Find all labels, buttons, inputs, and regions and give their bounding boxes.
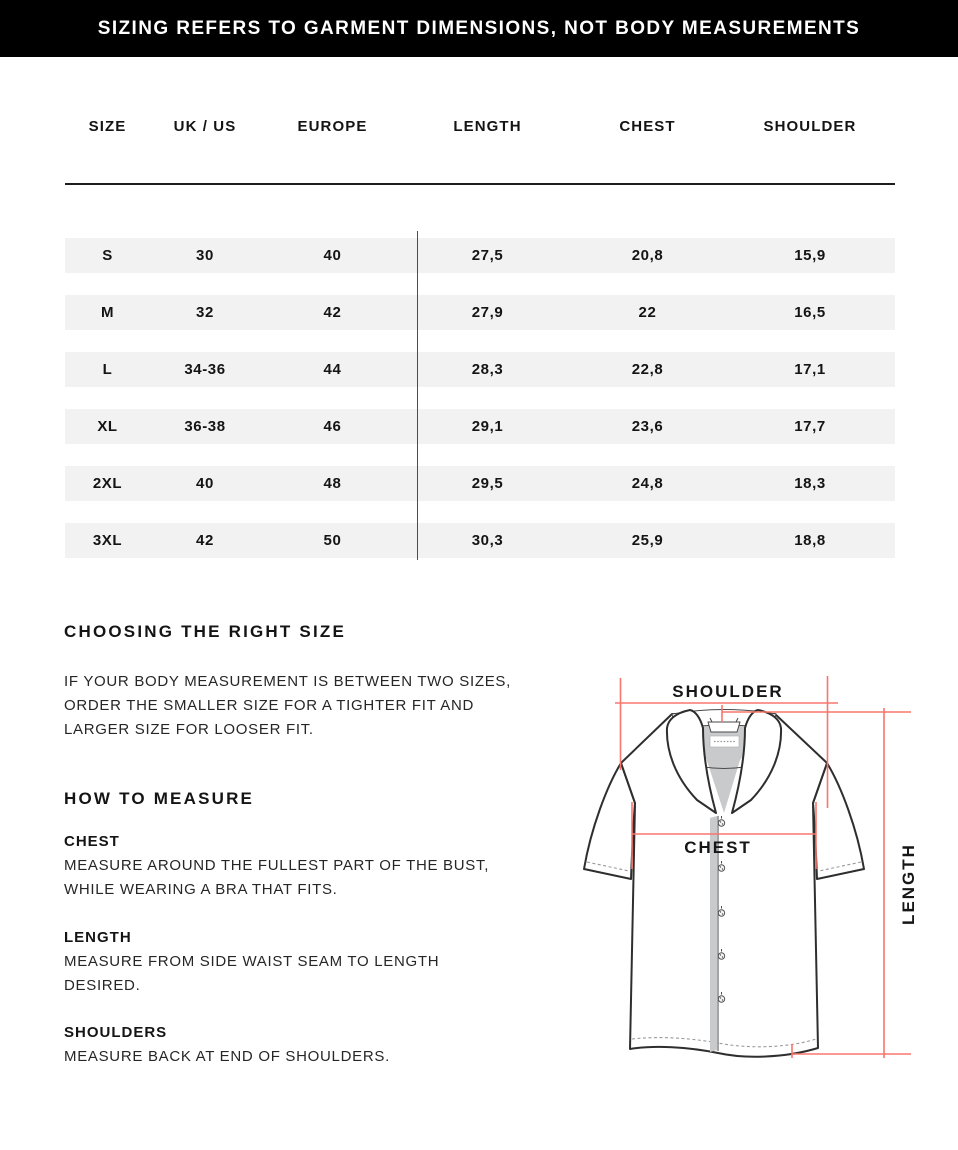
measure-title-length: LENGTH	[64, 929, 132, 946]
cell-length: 29,1	[471, 418, 504, 435]
cell-size: 3XL	[92, 532, 123, 549]
cell-size: XL	[97, 418, 118, 435]
cell-shoulder: 15,9	[794, 247, 826, 264]
diagram-label-chest: CHEST	[684, 838, 752, 857]
cell-length: 30,3	[471, 532, 504, 549]
cell-chest: 20,8	[631, 247, 664, 264]
column-header-europe: EUROPE	[297, 118, 368, 135]
table-header-rule	[65, 183, 895, 185]
table-vertical-divider	[417, 231, 418, 560]
paragraph-line: WHILE WEARING A BRA THAT FITS.	[64, 881, 338, 898]
cell-size: L	[102, 361, 113, 378]
cell-uk-us: 32	[196, 304, 214, 321]
size-table-body	[65, 238, 895, 580]
cell-chest: 23,6	[631, 418, 664, 435]
measure-section-chest	[64, 830, 489, 902]
cell-chest: 24,8	[631, 475, 664, 492]
cell-length: 29,5	[471, 475, 504, 492]
cell-length: 27,5	[471, 247, 504, 264]
table-row	[65, 238, 895, 273]
cell-uk-us: 36-38	[184, 418, 226, 435]
paragraph-line: IF YOUR BODY MEASUREMENT IS BETWEEN TWO SIZES,	[64, 673, 511, 690]
column-header-length: LENGTH	[453, 118, 522, 135]
banner-text: SIZING REFERS TO GARMENT DIMENSIONS, NOT BODY MEASUREMENTS	[97, 17, 861, 39]
cell-size: M	[100, 304, 115, 321]
cell-europe: 42	[323, 304, 342, 321]
shirt-illustration	[584, 710, 864, 1057]
choosing-size-heading: CHOOSING THE RIGHT SIZE	[64, 622, 347, 641]
choosing-size-paragraph	[64, 670, 511, 742]
cell-europe: 40	[323, 247, 342, 264]
cell-length: 27,9	[471, 304, 504, 321]
measure-title-shoulders: SHOULDERS	[64, 1024, 168, 1041]
measure-section-length	[64, 926, 439, 998]
paragraph-line: MEASURE FROM SIDE WAIST SEAM TO LENGTH	[64, 953, 440, 970]
paragraph-line: ORDER THE SMALLER SIZE FOR A TIGHTER FIT AND	[64, 697, 475, 714]
cell-chest: 22,8	[631, 361, 664, 378]
table-header-row	[65, 110, 895, 144]
paragraph-line: MEASURE BACK AT END OF SHOULDERS.	[64, 1048, 390, 1065]
cell-shoulder: 18,3	[794, 475, 826, 492]
cell-uk-us: 34-36	[184, 361, 226, 378]
measure-title-chest: CHEST	[64, 833, 120, 850]
diagram-label-length: LENGTH	[899, 843, 918, 925]
shirt-measurement-diagram	[555, 655, 958, 1090]
how-to-measure-heading: HOW TO MEASURE	[64, 789, 255, 808]
top-banner	[0, 0, 958, 57]
cell-uk-us: 30	[196, 247, 214, 264]
cell-chest: 22	[638, 304, 657, 321]
cell-shoulder: 17,7	[794, 418, 826, 435]
cell-shoulder: 16,5	[794, 304, 826, 321]
paragraph-line: DESIRED.	[64, 977, 141, 994]
table-row	[65, 466, 895, 501]
cell-shoulder: 17,1	[794, 361, 826, 378]
column-header-size: SIZE	[88, 118, 127, 135]
column-header-shoulder: SHOULDER	[763, 118, 857, 135]
table-row	[65, 352, 895, 387]
cell-europe: 44	[323, 361, 342, 378]
table-row	[65, 409, 895, 444]
diagram-label-shoulder: SHOULDER	[672, 682, 784, 701]
cell-chest: 25,9	[631, 532, 664, 549]
paragraph-line: MEASURE AROUND THE FULLEST PART OF THE BUST,	[64, 857, 490, 874]
column-header-chest: CHEST	[619, 118, 676, 135]
cell-uk-us: 40	[196, 475, 214, 492]
cell-uk-us: 42	[196, 532, 214, 549]
cell-europe: 50	[323, 532, 342, 549]
cell-size: 2XL	[92, 475, 123, 492]
cell-size: S	[102, 247, 113, 264]
cell-shoulder: 18,8	[794, 532, 826, 549]
paragraph-line: LARGER SIZE FOR LOOSER FIT.	[64, 721, 314, 738]
table-row	[65, 295, 895, 330]
column-header-uk-us: UK / US	[173, 118, 237, 135]
cell-europe: 48	[323, 475, 342, 492]
measure-section-shoulders	[64, 1021, 390, 1069]
cell-length: 28,3	[471, 361, 504, 378]
table-row	[65, 523, 895, 558]
cell-europe: 46	[323, 418, 342, 435]
